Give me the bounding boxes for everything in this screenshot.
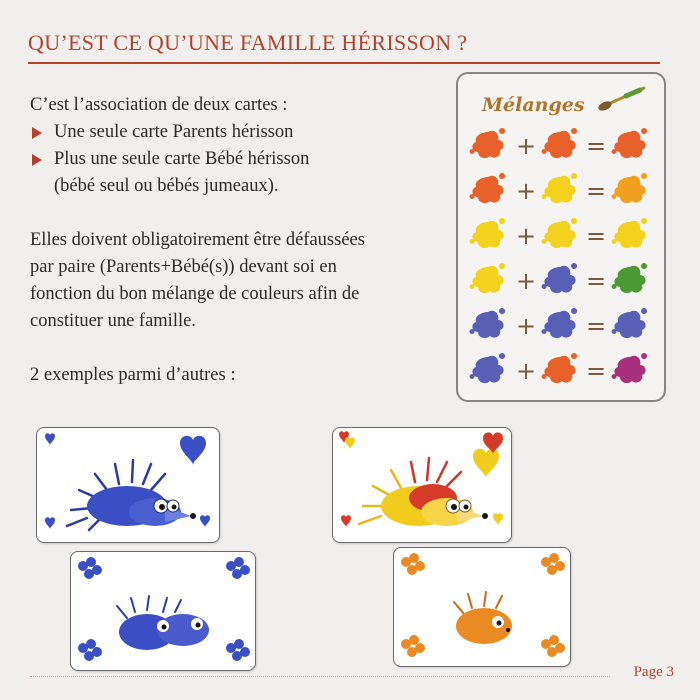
mix-row [468,171,658,211]
equals-sign: = [586,222,607,250]
baby-hedgehogs-blue-illustration [71,552,255,670]
mix-row [468,126,658,166]
paragraph-line: Elles doivent obligatoirement être défaussées [30,230,365,250]
bullet-text: Une seule carte Parents hérisson [54,122,294,142]
paint-splash-icon [468,171,512,207]
paint-splash-icon [540,351,584,387]
paint-splash-result-icon [610,306,654,342]
bullet-baby [30,146,450,173]
page-number: Page 3 [633,664,674,680]
intro-line: C’est l’association de deux cartes : [30,95,288,115]
paint-splash-icon [540,126,584,162]
equals-sign: = [586,312,607,340]
paint-splash-icon [468,351,512,387]
paragraph-line: fonction du bon mélange de couleurs afin de [30,284,360,304]
plus-sign: + [516,222,537,250]
equals-sign: = [586,357,607,385]
baby-hedgehog-orange-illustration [394,548,570,666]
paint-splash-result-icon [610,216,654,252]
bullet-triangle-icon [32,154,42,166]
color-mix-panel [456,72,666,402]
paragraph-line: par paire (Parents+Bébé(s)) devant soi en [30,257,337,277]
equals-sign: = [586,132,607,160]
paint-splash-icon [540,261,584,297]
card-parents-yellow-red [332,427,512,543]
paint-splash-result-icon [610,261,654,297]
card-parents-blue [36,427,220,543]
examples-label: 2 exemples parmi d’autres : [30,365,236,385]
hedgehog-blue-illustration [37,428,219,542]
card-baby-orange [393,547,571,667]
plus-sign: + [516,132,537,160]
mix-row [468,306,658,346]
mix-row [468,216,658,256]
paint-splash-icon [468,261,512,297]
equals-sign: = [586,267,607,295]
mix-row [468,261,658,301]
paint-splash-result-icon [610,126,654,162]
title-underline [28,62,660,64]
bullet-text: Plus une seule carte Bébé hérisson [54,149,310,169]
page-title: QU’EST CE QU’UNE FAMILLE HÉRISSON ? [28,30,468,55]
paragraph-line: constituer une famille. [30,311,196,331]
paint-splash-icon [468,306,512,342]
equals-sign: = [586,177,607,205]
paint-splash-icon [540,171,584,207]
bullet-triangle-icon [32,127,42,139]
intro-block [30,92,450,200]
paint-splash-icon [468,216,512,252]
mix-row [468,351,658,391]
rules-paragraph [30,227,450,335]
plus-sign: + [516,267,537,295]
bullet-note: (bébé seul ou bébés jumeaux). [54,176,279,196]
paint-splash-icon [540,306,584,342]
bullet-parents [30,119,450,146]
plus-sign: + [516,177,537,205]
plus-sign: + [516,357,537,385]
paint-splash-icon [540,216,584,252]
paint-splash-result-icon [610,171,654,207]
hedgehog-yellow-red-illustration [333,428,511,542]
paintbrush-icon [596,84,648,114]
card-baby-blue-twins [70,551,256,671]
mix-panel-title: Mélanges [482,94,585,116]
footer-dotted-rule [30,676,610,677]
paint-splash-result-icon [610,351,654,387]
paint-splash-icon [468,126,512,162]
plus-sign: + [516,312,537,340]
